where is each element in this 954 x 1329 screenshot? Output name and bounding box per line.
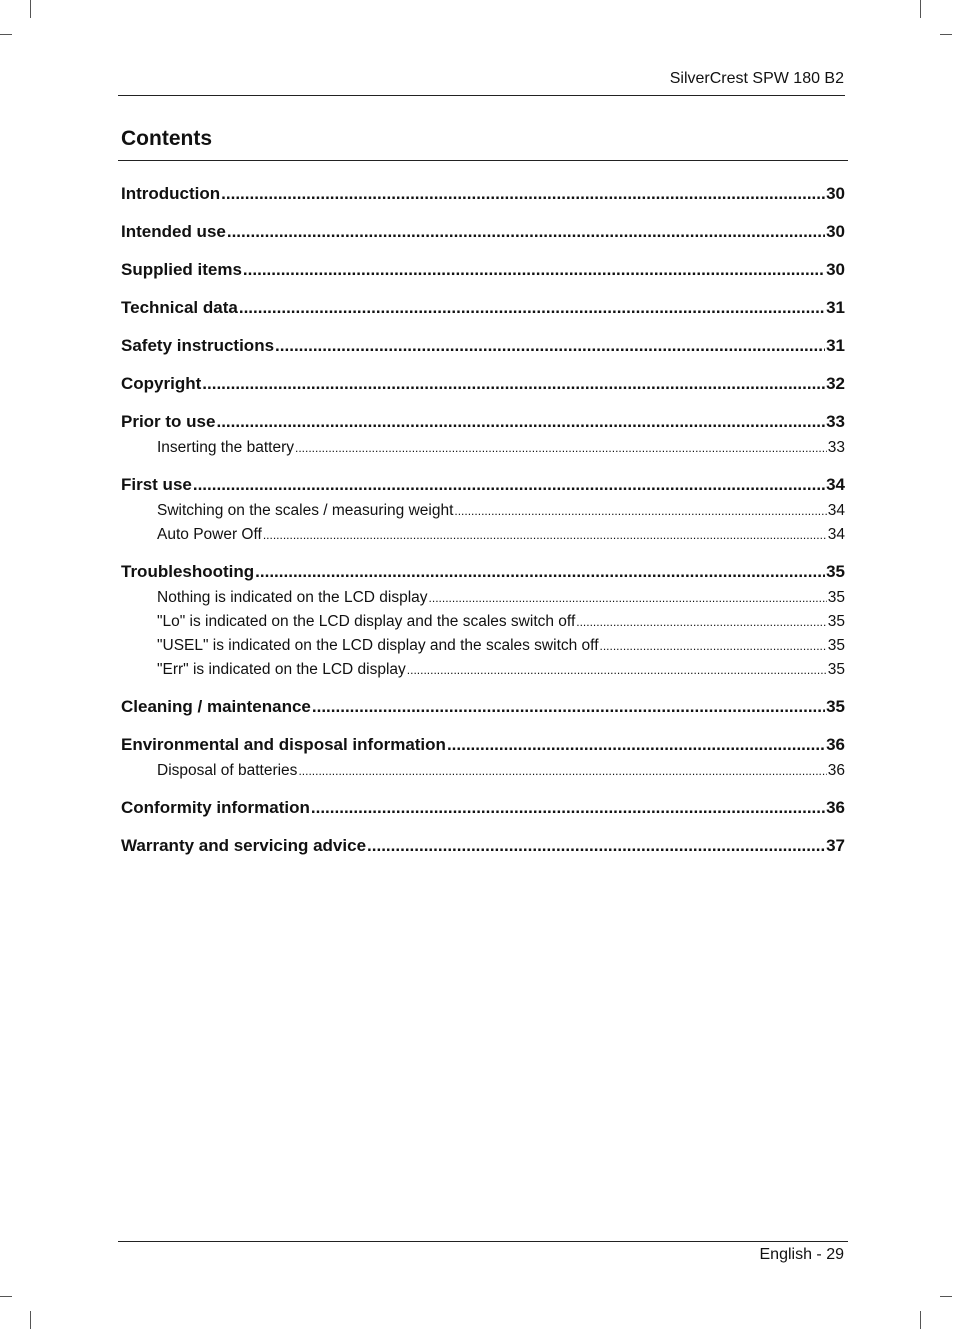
toc-entry[interactable]	[121, 728, 845, 759]
toc-leader-dots	[202, 367, 825, 401]
toc-entry-label: Inserting the battery	[157, 439, 294, 456]
toc-leader-dots	[295, 436, 827, 460]
toc-entry-page: 36	[827, 762, 845, 779]
toc-entry-label: Nothing is indicated on the LCD display	[157, 589, 428, 606]
toc-leader-dots	[429, 586, 827, 610]
table-of-contents	[121, 177, 845, 867]
toc-entry-label: Auto Power Off	[157, 526, 262, 543]
toc-leader-dots	[216, 405, 825, 436]
header-rule	[118, 95, 845, 96]
toc-leader-dots	[311, 791, 825, 825]
toc-leader-dots	[407, 658, 827, 682]
toc-leader-dots	[243, 253, 825, 287]
toc-entry-page: 35	[827, 589, 845, 606]
toc-entry-label: "Lo" is indicated on the LCD display and the scales switch off	[157, 613, 576, 630]
toc-entry-label: Safety instructions	[121, 336, 275, 355]
toc-entry-label: Copyright	[121, 374, 202, 393]
toc-entry-page: 36	[826, 735, 845, 754]
toc-entry-page: 30	[826, 184, 845, 203]
toc-leader-dots	[193, 468, 825, 499]
toc-entry[interactable]	[121, 177, 845, 215]
toc-entry-label: "USEL" is indicated on the LCD display and the scales switch off	[157, 637, 599, 654]
toc-leader-dots	[600, 634, 827, 658]
crop-mark	[30, 1311, 31, 1329]
toc-entry[interactable]	[121, 555, 845, 586]
toc-subentry[interactable]	[121, 436, 845, 468]
toc-entry-label: Disposal of batteries	[157, 762, 298, 779]
toc-entry-page: 31	[826, 336, 845, 355]
toc-subentry[interactable]	[121, 634, 845, 658]
toc-leader-dots	[454, 499, 826, 523]
toc-entry[interactable]	[121, 329, 845, 367]
toc-subentry[interactable]	[121, 523, 845, 555]
toc-entry-page: 37	[826, 836, 845, 855]
crop-mark	[30, 0, 31, 18]
toc-entry-page: 31	[826, 298, 845, 317]
toc-leader-dots	[275, 329, 825, 363]
toc-entry-label: "Err" is indicated on the LCD display	[157, 661, 406, 678]
toc-leader-dots	[255, 555, 825, 586]
toc-entry-label: Supplied items	[121, 260, 242, 279]
toc-entry-page: 35	[826, 697, 845, 716]
toc-leader-dots	[239, 291, 825, 325]
toc-leader-dots	[263, 523, 827, 547]
toc-entry-label: Intended use	[121, 222, 226, 241]
toc-entry-label: Conformity information	[121, 798, 310, 817]
toc-entry-page: 35	[826, 562, 845, 581]
toc-entry[interactable]	[121, 405, 845, 436]
toc-entry-page: 34	[827, 502, 845, 519]
toc-subentry[interactable]	[121, 658, 845, 690]
toc-entry[interactable]	[121, 367, 845, 405]
toc-entry-label: Warranty and servicing advice	[121, 836, 367, 855]
toc-entry[interactable]	[121, 215, 845, 253]
crop-mark	[0, 34, 12, 35]
page-number: English - 29	[759, 1246, 844, 1263]
toc-subentry[interactable]	[121, 610, 845, 634]
toc-entry-page: 33	[826, 412, 845, 431]
toc-entry-label: Environmental and disposal information	[121, 735, 446, 754]
toc-entry-page: 34	[827, 526, 845, 543]
toc-entry[interactable]	[121, 253, 845, 291]
toc-leader-dots	[447, 728, 825, 759]
toc-entry[interactable]	[121, 291, 845, 329]
toc-entry-page: 30	[826, 222, 845, 241]
toc-entry-label: Switching on the scales / measuring weight	[157, 502, 454, 519]
footer-rule	[118, 1241, 848, 1242]
toc-entry-label: Technical data	[121, 298, 238, 317]
toc-entry-page: 35	[827, 613, 845, 630]
toc-leader-dots	[227, 215, 825, 249]
crop-mark	[920, 0, 921, 18]
toc-leader-dots	[298, 759, 826, 783]
toc-entry-label: Prior to use	[121, 412, 216, 431]
crop-mark	[0, 1296, 12, 1297]
crop-mark	[940, 1296, 952, 1297]
toc-entry-page: 36	[826, 798, 845, 817]
toc-subentry[interactable]	[121, 586, 845, 610]
toc-entry-page: 34	[826, 475, 845, 494]
running-header: SilverCrest SPW 180 B2	[669, 70, 844, 87]
toc-leader-dots	[221, 177, 825, 211]
toc-entry-page: 33	[827, 439, 845, 456]
toc-entry-page: 32	[826, 374, 845, 393]
toc-entry[interactable]	[121, 690, 845, 728]
page-title: Contents	[121, 127, 212, 150]
toc-entry[interactable]	[121, 791, 845, 829]
toc-leader-dots	[576, 610, 826, 634]
title-rule	[118, 160, 848, 161]
crop-mark	[940, 34, 952, 35]
toc-entry-page: 35	[827, 637, 845, 654]
toc-entry-label: First use	[121, 475, 192, 494]
toc-entry[interactable]	[121, 468, 845, 499]
toc-subentry[interactable]	[121, 499, 845, 523]
toc-entry-label: Cleaning / maintenance	[121, 697, 311, 716]
toc-leader-dots	[367, 829, 825, 863]
toc-entry-page: 35	[827, 661, 845, 678]
toc-entry-page: 30	[826, 260, 845, 279]
toc-subentry[interactable]	[121, 759, 845, 791]
toc-entry-label: Introduction	[121, 184, 221, 203]
toc-entry-label: Troubleshooting	[121, 562, 255, 581]
toc-leader-dots	[312, 690, 825, 724]
crop-mark	[920, 1311, 921, 1329]
toc-entry[interactable]	[121, 829, 845, 867]
